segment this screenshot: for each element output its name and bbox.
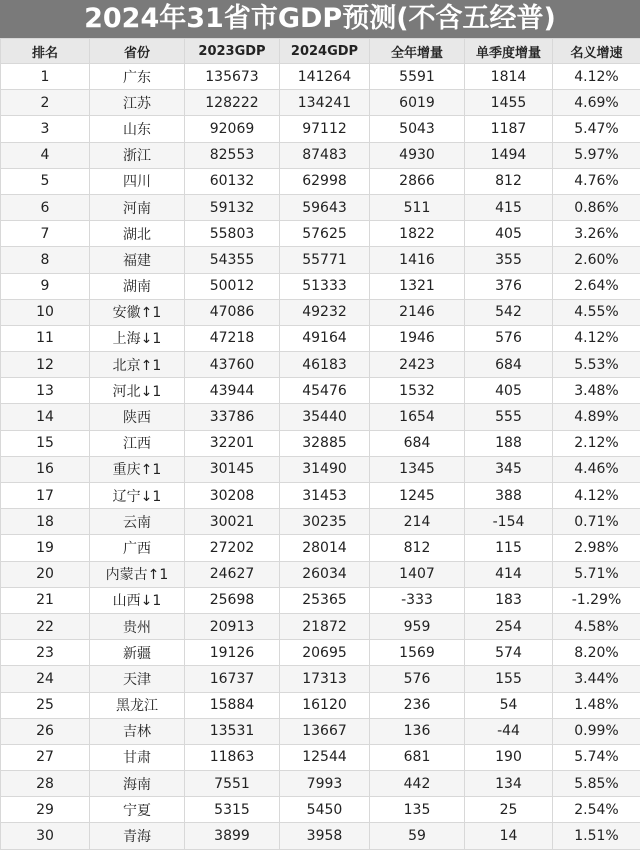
rank-cell: 22	[1, 613, 90, 639]
table-row	[1, 116, 640, 142]
gdp-2024-cell: 30235	[280, 509, 370, 535]
province-cell: 新疆	[90, 640, 185, 666]
province-cell: 内蒙古↑1	[90, 561, 185, 587]
annual-increase-cell: 1345	[370, 456, 465, 482]
table-row	[1, 90, 640, 116]
table-row	[1, 247, 640, 273]
quarterly-increase-cell: 1455	[465, 90, 553, 116]
province-cell: 四川	[90, 168, 185, 194]
quarterly-increase-cell: 684	[465, 352, 553, 378]
nominal-growth-cell: 4.69%	[553, 90, 640, 116]
table-row	[1, 325, 640, 351]
gdp-2023-cell: 55803	[185, 221, 280, 247]
nominal-growth-cell: 5.85%	[553, 771, 640, 797]
gdp-2024-cell: 20695	[280, 640, 370, 666]
gdp-2024-cell: 31490	[280, 456, 370, 482]
province-cell: 吉林	[90, 718, 185, 744]
annual-increase-cell: 1245	[370, 483, 465, 509]
table-row	[1, 666, 640, 692]
table-row	[1, 430, 640, 456]
nominal-growth-cell: 1.51%	[553, 823, 640, 849]
nominal-growth-cell: 2.98%	[553, 535, 640, 561]
province-cell: 河南	[90, 194, 185, 220]
quarterly-increase-cell: 1187	[465, 116, 553, 142]
quarterly-increase-cell: 414	[465, 561, 553, 587]
table-row	[1, 483, 640, 509]
gdp-2023-cell: 82553	[185, 142, 280, 168]
gdp-2023-cell: 43944	[185, 378, 280, 404]
nominal-growth-cell: 4.89%	[553, 404, 640, 430]
gdp-2024-cell: 46183	[280, 352, 370, 378]
rank-cell: 1	[1, 64, 90, 90]
table-row	[1, 194, 640, 220]
gdp-2023-cell: 11863	[185, 744, 280, 770]
gdp-2023-cell: 30145	[185, 456, 280, 482]
annual-increase-header: 全年增量	[370, 39, 465, 64]
table-row	[1, 456, 640, 482]
quarterly-increase-cell: 574	[465, 640, 553, 666]
annual-increase-cell: 959	[370, 613, 465, 639]
rank-cell: 4	[1, 142, 90, 168]
gdp-2024-cell: 134241	[280, 90, 370, 116]
rank-cell: 25	[1, 692, 90, 718]
quarterly-increase-cell: 388	[465, 483, 553, 509]
rank-cell: 28	[1, 771, 90, 797]
rank-cell: 13	[1, 378, 90, 404]
rank-cell: 24	[1, 666, 90, 692]
gdp-2024-cell: 12544	[280, 744, 370, 770]
province-cell: 河北↓1	[90, 378, 185, 404]
annual-increase-cell: 1321	[370, 273, 465, 299]
nominal-growth-cell: 2.54%	[553, 797, 640, 823]
annual-increase-cell: 214	[370, 509, 465, 535]
province-cell: 黑龙江	[90, 692, 185, 718]
province-cell: 湖南	[90, 273, 185, 299]
annual-increase-cell: 1822	[370, 221, 465, 247]
table-row	[1, 823, 640, 849]
province-cell: 广西	[90, 535, 185, 561]
nominal-growth-cell: 4.55%	[553, 299, 640, 325]
quarterly-increase-cell: 576	[465, 325, 553, 351]
annual-increase-cell: 1654	[370, 404, 465, 430]
gdp-2024-cell: 57625	[280, 221, 370, 247]
gdp-2023-cell: 47086	[185, 299, 280, 325]
gdp-2023-cell: 20913	[185, 613, 280, 639]
table-row	[1, 221, 640, 247]
quarterly-increase-cell: 188	[465, 430, 553, 456]
annual-increase-cell: 2146	[370, 299, 465, 325]
gdp-2023-cell: 30208	[185, 483, 280, 509]
gdp-2023-cell: 7551	[185, 771, 280, 797]
gdp-2024-cell: 49164	[280, 325, 370, 351]
province-cell: 湖北	[90, 221, 185, 247]
rank-cell: 29	[1, 797, 90, 823]
gdp-2024-cell: 17313	[280, 666, 370, 692]
annual-increase-cell: 684	[370, 430, 465, 456]
nominal-growth-cell: 4.12%	[553, 64, 640, 90]
quarterly-increase-cell: 542	[465, 299, 553, 325]
gdp-2024-cell: 28014	[280, 535, 370, 561]
gdp-2024-cell: 5450	[280, 797, 370, 823]
gdp-2023-cell: 92069	[185, 116, 280, 142]
gdp-2023-cell: 47218	[185, 325, 280, 351]
header-row	[1, 39, 640, 64]
quarterly-increase-cell: 54	[465, 692, 553, 718]
quarterly-increase-cell: 183	[465, 587, 553, 613]
nominal-growth-cell: 2.60%	[553, 247, 640, 273]
quarterly-increase-cell: 155	[465, 666, 553, 692]
annual-increase-cell: 2423	[370, 352, 465, 378]
annual-increase-cell: 2866	[370, 168, 465, 194]
rank-cell: 8	[1, 247, 90, 273]
table-row	[1, 744, 640, 770]
gdp-2024-cell: 45476	[280, 378, 370, 404]
rank-cell: 21	[1, 587, 90, 613]
rank-cell: 12	[1, 352, 90, 378]
nominal-growth-cell: 4.76%	[553, 168, 640, 194]
quarterly-increase-cell: 14	[465, 823, 553, 849]
gdp-2024-cell: 141264	[280, 64, 370, 90]
rank-cell: 10	[1, 299, 90, 325]
annual-increase-cell: 576	[370, 666, 465, 692]
gdp-2024-cell: 25365	[280, 587, 370, 613]
gdp-2024-cell: 32885	[280, 430, 370, 456]
nominal-growth-cell: 1.48%	[553, 692, 640, 718]
quarterly-increase-cell: 555	[465, 404, 553, 430]
province-cell: 福建	[90, 247, 185, 273]
gdp-2024-cell: 35440	[280, 404, 370, 430]
gdp-2024-cell: 49232	[280, 299, 370, 325]
gdp-2023-cell: 32201	[185, 430, 280, 456]
gdp-2023-cell: 30021	[185, 509, 280, 535]
rank-cell: 15	[1, 430, 90, 456]
province-cell: 江苏	[90, 90, 185, 116]
gdp-2024-cell: 97112	[280, 116, 370, 142]
nominal-growth-cell: 4.46%	[553, 456, 640, 482]
province-cell: 青海	[90, 823, 185, 849]
gdp-2023-cell: 19126	[185, 640, 280, 666]
nominal-growth-cell: 5.47%	[553, 116, 640, 142]
gdp-2024-cell: 31453	[280, 483, 370, 509]
nominal-growth-cell: 4.12%	[553, 483, 640, 509]
table-row	[1, 535, 640, 561]
province-cell: 云南	[90, 509, 185, 535]
nominal-growth-cell: 5.97%	[553, 142, 640, 168]
quarterly-increase-cell: 355	[465, 247, 553, 273]
annual-increase-cell: 5591	[370, 64, 465, 90]
gdp-2023-cell: 60132	[185, 168, 280, 194]
annual-increase-cell: 59	[370, 823, 465, 849]
province-header: 省份	[90, 39, 185, 64]
province-cell: 甘肃	[90, 744, 185, 770]
gdp-2024-cell: 13667	[280, 718, 370, 744]
nominal-growth-cell: 2.12%	[553, 430, 640, 456]
gdp-2023-cell: 5315	[185, 797, 280, 823]
table-row	[1, 273, 640, 299]
annual-increase-cell: 4930	[370, 142, 465, 168]
table-header	[1, 39, 640, 64]
rank-cell: 17	[1, 483, 90, 509]
annual-increase-cell: 1416	[370, 247, 465, 273]
quarterly-increase-cell: 25	[465, 797, 553, 823]
quarterly-increase-cell: 376	[465, 273, 553, 299]
province-cell: 浙江	[90, 142, 185, 168]
gdp-2023-cell: 16737	[185, 666, 280, 692]
rank-cell: 23	[1, 640, 90, 666]
table-row	[1, 692, 640, 718]
rank-cell: 20	[1, 561, 90, 587]
rank-cell: 5	[1, 168, 90, 194]
province-cell: 重庆↑1	[90, 456, 185, 482]
gdp-table	[0, 38, 640, 850]
gdp-2024-cell: 59643	[280, 194, 370, 220]
province-cell: 广东	[90, 64, 185, 90]
gdp-2023-cell: 43760	[185, 352, 280, 378]
rank-cell: 16	[1, 456, 90, 482]
table-row	[1, 718, 640, 744]
table-body	[1, 64, 640, 850]
table-row	[1, 561, 640, 587]
province-cell: 宁夏	[90, 797, 185, 823]
gdp-2023-cell: 54355	[185, 247, 280, 273]
nominal-growth-header: 名义增速	[553, 39, 640, 64]
table-row	[1, 613, 640, 639]
table-row	[1, 797, 640, 823]
annual-increase-cell: 511	[370, 194, 465, 220]
annual-increase-cell: 1569	[370, 640, 465, 666]
province-cell: 江西	[90, 430, 185, 456]
gdp-2024-cell: 3958	[280, 823, 370, 849]
quarterly-increase-cell: 190	[465, 744, 553, 770]
rank-header: 排名	[1, 39, 90, 64]
table-row	[1, 352, 640, 378]
province-cell: 山东	[90, 116, 185, 142]
province-cell: 陕西	[90, 404, 185, 430]
rank-cell: 11	[1, 325, 90, 351]
nominal-growth-cell: 2.64%	[553, 273, 640, 299]
nominal-growth-cell: -1.29%	[553, 587, 640, 613]
table-row	[1, 64, 640, 90]
province-cell: 辽宁↓1	[90, 483, 185, 509]
quarterly-increase-cell: 254	[465, 613, 553, 639]
annual-increase-cell: 1946	[370, 325, 465, 351]
nominal-growth-cell: 4.12%	[553, 325, 640, 351]
nominal-growth-cell: 8.20%	[553, 640, 640, 666]
gdp-2023-cell: 15884	[185, 692, 280, 718]
gdp-2024-cell: 7993	[280, 771, 370, 797]
annual-increase-cell: 5043	[370, 116, 465, 142]
rank-cell: 3	[1, 116, 90, 142]
quarterly-increase-cell: -44	[465, 718, 553, 744]
quarterly-increase-cell: 134	[465, 771, 553, 797]
province-cell: 上海↓1	[90, 325, 185, 351]
rank-cell: 30	[1, 823, 90, 849]
gdp-2024-cell: 16120	[280, 692, 370, 718]
nominal-growth-cell: 4.58%	[553, 613, 640, 639]
nominal-growth-cell: 5.74%	[553, 744, 640, 770]
annual-increase-cell: 681	[370, 744, 465, 770]
table-row	[1, 509, 640, 535]
annual-increase-cell: 442	[370, 771, 465, 797]
gdp-2023-cell: 13531	[185, 718, 280, 744]
quarterly-increase-cell: 345	[465, 456, 553, 482]
gdp-2023-cell: 59132	[185, 194, 280, 220]
table-row	[1, 587, 640, 613]
table-row	[1, 168, 640, 194]
province-cell: 山西↓1	[90, 587, 185, 613]
gdp-2023-cell: 25698	[185, 587, 280, 613]
nominal-growth-cell: 3.48%	[553, 378, 640, 404]
rank-cell: 19	[1, 535, 90, 561]
annual-increase-cell: 236	[370, 692, 465, 718]
table-row	[1, 378, 640, 404]
table-row	[1, 640, 640, 666]
quarterly-increase-header: 单季度增量	[465, 39, 553, 64]
annual-increase-cell: 6019	[370, 90, 465, 116]
table-row	[1, 771, 640, 797]
gdp-2023-cell: 24627	[185, 561, 280, 587]
rank-cell: 6	[1, 194, 90, 220]
table-row	[1, 142, 640, 168]
nominal-growth-cell: 0.99%	[553, 718, 640, 744]
gdp-2024-cell: 21872	[280, 613, 370, 639]
rank-cell: 7	[1, 221, 90, 247]
province-cell: 天津	[90, 666, 185, 692]
gdp-2023-cell: 27202	[185, 535, 280, 561]
gdp-2024-cell: 51333	[280, 273, 370, 299]
gdp-2023-cell: 128222	[185, 90, 280, 116]
quarterly-increase-cell: 405	[465, 378, 553, 404]
annual-increase-cell: 1532	[370, 378, 465, 404]
quarterly-increase-cell: 812	[465, 168, 553, 194]
page-title: 2024年31省市GDP预测(不含五经普)	[0, 0, 640, 38]
rank-cell: 14	[1, 404, 90, 430]
gdp-2023-cell: 3899	[185, 823, 280, 849]
nominal-growth-cell: 3.26%	[553, 221, 640, 247]
rank-cell: 9	[1, 273, 90, 299]
annual-increase-cell: 812	[370, 535, 465, 561]
province-cell: 安徽↑1	[90, 299, 185, 325]
gdp-2023-cell: 135673	[185, 64, 280, 90]
quarterly-increase-cell: -154	[465, 509, 553, 535]
rank-cell: 27	[1, 744, 90, 770]
annual-increase-cell: 135	[370, 797, 465, 823]
nominal-growth-cell: 0.86%	[553, 194, 640, 220]
quarterly-increase-cell: 415	[465, 194, 553, 220]
province-cell: 贵州	[90, 613, 185, 639]
nominal-growth-cell: 5.71%	[553, 561, 640, 587]
gdp-2023-cell: 50012	[185, 273, 280, 299]
province-cell: 北京↑1	[90, 352, 185, 378]
province-cell: 海南	[90, 771, 185, 797]
quarterly-increase-cell: 115	[465, 535, 553, 561]
gdp-2023-cell: 33786	[185, 404, 280, 430]
gdp-2024-cell: 87483	[280, 142, 370, 168]
gdp-2023-header: 2023GDP	[185, 39, 280, 64]
nominal-growth-cell: 3.44%	[553, 666, 640, 692]
quarterly-increase-cell: 405	[465, 221, 553, 247]
rank-cell: 2	[1, 90, 90, 116]
rank-cell: 26	[1, 718, 90, 744]
gdp-2024-cell: 26034	[280, 561, 370, 587]
table-row	[1, 299, 640, 325]
table-row	[1, 404, 640, 430]
quarterly-increase-cell: 1814	[465, 64, 553, 90]
gdp-2024-cell: 62998	[280, 168, 370, 194]
annual-increase-cell: 1407	[370, 561, 465, 587]
nominal-growth-cell: 5.53%	[553, 352, 640, 378]
gdp-2024-header: 2024GDP	[280, 39, 370, 64]
annual-increase-cell: -333	[370, 587, 465, 613]
quarterly-increase-cell: 1494	[465, 142, 553, 168]
nominal-growth-cell: 0.71%	[553, 509, 640, 535]
annual-increase-cell: 136	[370, 718, 465, 744]
rank-cell: 18	[1, 509, 90, 535]
gdp-2024-cell: 55771	[280, 247, 370, 273]
